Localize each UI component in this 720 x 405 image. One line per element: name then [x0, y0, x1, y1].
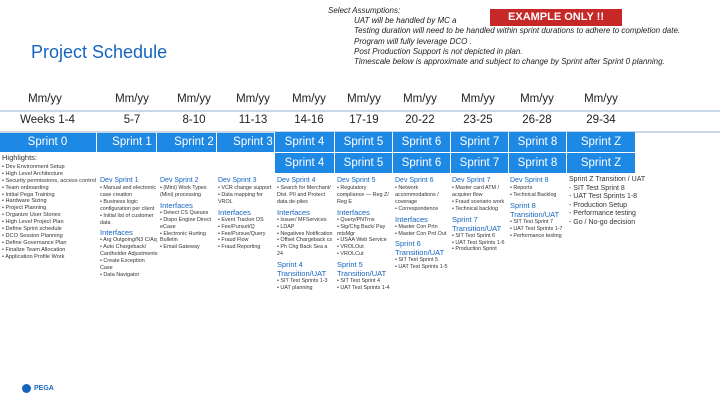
dev-sprint-heading: Dev Sprint 5	[337, 177, 376, 184]
date-cell: Mm/yy	[115, 93, 149, 105]
interface-item: • Negatives Notification	[277, 230, 333, 237]
highlight-item: • Dev Environment Setup	[2, 163, 65, 170]
sprint-cell: Sprint 8	[509, 153, 566, 173]
interface-item: • Auto Chargeback/ Cardholder Adjustments	[100, 244, 158, 258]
sprint-cell: Sprint 1	[112, 136, 152, 148]
week-cell: 29-34	[586, 114, 616, 126]
transition-heading: Sprint 7 Transition/UAT	[452, 214, 502, 233]
dev-sprint-5-column	[337, 176, 391, 292]
transition-item: • UAT planning	[277, 285, 313, 292]
week-cell: 11-13	[238, 114, 268, 126]
assumptions-heading: Select Assumptions:	[328, 6, 401, 15]
transition-item: • UAT Test Sprints 1-7	[510, 225, 563, 232]
sprint-cell: Sprint 0	[27, 136, 68, 148]
sprint-z-item: - Go / No-go decision	[569, 218, 636, 226]
sprint-cell: Sprint 7	[451, 132, 508, 152]
sprint-cell: Sprint 6	[393, 132, 450, 152]
transition-item: • SIT Test Sprints 1-3	[277, 278, 328, 285]
pega-logo-icon	[22, 384, 31, 393]
date-cell: Mm/yy	[461, 93, 495, 105]
interface-item: • Offset Chargeback cs	[277, 237, 333, 244]
transition-item: • Performance testing	[510, 232, 562, 239]
highlight-item: • Organize User Stories	[2, 212, 61, 219]
date-cell: Mm/yy	[236, 93, 270, 105]
interface-item: • Query/PNTrns	[337, 216, 375, 223]
sprint-row-2	[0, 153, 720, 173]
dev-sprint-2-column	[160, 176, 218, 251]
transition-heading: Sprint 5 Transition/UAT	[337, 260, 387, 279]
sprint-item: • Business logic configuration per client	[100, 198, 155, 212]
sprint-cell: Sprint 6	[393, 153, 450, 173]
highlight-item: • High Level Project Plan	[2, 219, 64, 226]
interfaces-heading: Interfaces	[277, 207, 310, 217]
dev-sprint-heading: Dev Sprint 3	[218, 177, 257, 184]
highlight-item: • Finalize Team Allocation	[2, 246, 66, 253]
pega-logo: PEGA	[34, 385, 54, 392]
date-cell: Mm/yy	[403, 93, 437, 105]
highlight-item: • Team onboarding	[2, 184, 49, 191]
dev-sprint-heading: Dev Sprint 6	[395, 177, 434, 184]
dates-row	[0, 89, 720, 109]
date-cell: Mm/yy	[584, 93, 618, 105]
interface-item: • LDAP	[277, 223, 295, 230]
interfaces-heading: Interfaces	[100, 228, 133, 238]
example-only-badge: EXAMPLE ONLY !!	[490, 9, 622, 26]
dev-sprint-8-column	[510, 176, 565, 240]
interface-item: • Email Gateway	[160, 244, 200, 251]
sprint-item: • Correspondence	[395, 205, 439, 212]
sprint-item: • Data mapping for VROL	[218, 191, 263, 205]
interface-item: • Event Tracker DS	[218, 216, 264, 223]
highlight-item: • DCO Session Planning	[2, 232, 63, 239]
sprint-item: • VCR change support	[218, 185, 272, 191]
sprint-cell: Sprint 3	[233, 136, 273, 148]
transition-item: • UAT Test Sprints 1-4	[337, 285, 390, 292]
transition-item: • SIT Test Sprint 5	[395, 257, 439, 264]
interface-item: • Issuer/ MFServices	[277, 216, 327, 223]
transition-heading: Sprint 6 Transition/UAT	[395, 239, 445, 258]
assumption-item: Testing duration will need to be handled within sprint durations to adhere to completion date.	[354, 26, 681, 36]
interface-item: • Electronic Hurting Bulletin	[160, 230, 206, 244]
week-cell: 8-10	[182, 114, 206, 126]
sprint-cell: Sprint 2	[174, 136, 214, 148]
dev-sprint-heading: Dev Sprint 7	[452, 177, 491, 184]
sprint-item: • Network accommodations / coverage	[395, 185, 439, 205]
transition-item: • SIT Test Sprint 7	[510, 218, 554, 225]
sprint-item: • Manual and electronic case creation	[100, 185, 157, 198]
assumption-item: Timescale below is approximate and subject to change by Sprint after Sprint 0 planning.	[354, 57, 665, 67]
week-cell: Weeks 1-4	[20, 114, 75, 126]
sprint-cell: Sprint 5	[335, 132, 392, 152]
transition-heading: Sprint 4 Transition/UAT	[277, 260, 327, 279]
date-cell: Mm/yy	[347, 93, 381, 105]
sprint-item: • Search for Merchant/ Dist. PII and Protect data de-piles	[277, 185, 331, 205]
assumption-item: UAT will be handled by MC a	[354, 16, 457, 26]
week-cell: 20-22	[405, 114, 435, 126]
sprint-item: • Technical backlog	[452, 205, 498, 212]
sprint-item: • Regulatory compliance — Reg Z/ Reg E	[337, 185, 389, 205]
sprint-cell: Sprint Z	[567, 153, 635, 173]
sprint-cell: Sprint 4	[275, 132, 334, 152]
week-cell: 23-25	[463, 114, 493, 126]
date-cell: Mm/yy	[520, 93, 554, 105]
sprint-item: • Technical Backlog	[510, 191, 557, 198]
highlight-item: • Project Planning	[2, 205, 47, 212]
transition-heading: Sprint 8 Transition/UAT	[510, 200, 560, 219]
sprint-cell: Sprint Z	[567, 132, 635, 152]
dev-sprint-heading: Dev Sprint 4	[277, 177, 316, 184]
interface-item: • VROLCut	[337, 251, 364, 258]
highlight-item: • Security permissions, access control	[2, 177, 96, 184]
highlights-panel	[2, 155, 96, 261]
highlight-item: • Application Profile Work	[2, 253, 65, 260]
sprint-z-item: - Production Setup	[569, 201, 627, 209]
week-cell: 14-16	[294, 114, 324, 126]
sprint-cell: Sprint 7	[451, 153, 508, 173]
transition-item: • UAT Test Sprints 1-6	[452, 239, 505, 246]
week-cell: 5-7	[123, 114, 141, 126]
sprint-z-column	[569, 176, 649, 228]
assumption-item: Program will fully leverage DCO .	[354, 36, 472, 46]
interface-item: • Master Con Prd Out	[395, 230, 447, 237]
sprint-cell: Sprint 8	[509, 132, 566, 152]
interface-item: • Data Navigator	[100, 271, 140, 278]
interfaces-heading: Interfaces	[160, 200, 193, 210]
highlight-item: • Initial Pega Training	[2, 191, 55, 198]
sprint-z-item: Sprint Z Transition / UAT	[569, 176, 646, 183]
interface-item: • Dispo Engine Direct eCase	[160, 216, 212, 230]
interface-item: • Fraud Reporting	[218, 244, 261, 251]
transition-item: • UAT Test Sprints 1-5	[395, 264, 448, 271]
weeks-row	[0, 110, 720, 130]
date-cell: Mm/yy	[292, 93, 326, 105]
interface-item: • Master Con Prtn	[395, 223, 438, 230]
interface-item: • Sig/Chg Back/ Pay mtsMgr	[337, 223, 386, 237]
sprint-z-item: - SIT Test Sprint 8	[569, 184, 625, 192]
interfaces-heading: Interfaces	[218, 207, 251, 217]
highlight-item: • Define Governance Plan	[2, 239, 67, 246]
interface-item: • VROLOut	[337, 244, 364, 251]
highlights-heading: Highlights:	[2, 153, 38, 162]
sprint-z-item: - Performance testing	[569, 210, 636, 218]
week-cell: 26-28	[522, 114, 552, 126]
interface-item: • USAA Web Service	[337, 237, 387, 244]
interface-item: • Create Exception Case	[100, 258, 145, 272]
transition-item: • Production Sprint	[452, 246, 497, 253]
dev-sprint-heading: Dev Sprint 8	[510, 177, 549, 184]
sprint-row	[0, 132, 720, 152]
dev-sprint-7-column	[452, 176, 507, 253]
transition-item: • SIT Test Sprint 6	[452, 232, 496, 239]
highlight-item: • High Level Architecture	[2, 170, 64, 177]
sprint-cell: Sprint 5	[335, 153, 392, 173]
sprint-item: • Reports	[510, 185, 533, 191]
page-title: Project Schedule	[31, 42, 168, 62]
highlight-item: • Hardware Sizing	[2, 198, 47, 205]
dev-sprint-6-column	[395, 176, 449, 271]
interface-item: • Fee/Pursue/Query	[218, 230, 266, 237]
sprint-item: • Initial list of customer data	[100, 212, 154, 226]
interface-item: • Arg Outgoing/N3 C/Aq	[100, 237, 157, 244]
date-cell: Mm/yy	[28, 93, 62, 105]
interface-item: • Ph Chg Back Sea a 24	[277, 244, 328, 258]
sprint-cell: Sprint 4	[275, 153, 334, 173]
sprint-item: • Fraud scenario work	[452, 198, 505, 205]
interfaces-heading: Interfaces	[395, 214, 428, 224]
interface-item: • Fee/Pursuit/Q	[218, 223, 255, 230]
interface-item: • Detect CS Queues	[160, 209, 209, 216]
interfaces-heading: Interfaces	[337, 207, 370, 217]
interface-item: • Fraud Flow	[218, 237, 249, 244]
date-cell: Mm/yy	[177, 93, 211, 105]
sprint-item: • (Mini) Work Types (Mini) processing	[160, 185, 207, 198]
dev-sprint-heading: Dev Sprint 1	[100, 177, 139, 184]
sprint-item: • Master card ATM / acquirer flow	[452, 185, 500, 198]
dev-sprint-1-column	[100, 176, 158, 279]
assumption-item: Post Production Support is not depicted in plan.	[354, 46, 523, 56]
week-cell: 17-19	[349, 114, 379, 126]
dev-sprint-3-column	[218, 176, 276, 251]
dev-sprint-4-column	[277, 176, 333, 292]
transition-item: • SIT Test Sprint 4	[337, 278, 381, 285]
sprint-z-item: - UAT Test Sprints 1-8	[569, 193, 638, 201]
dev-sprint-heading: Dev Sprint 2	[160, 177, 199, 184]
highlight-item: • Define Sprint schedule	[2, 226, 62, 233]
